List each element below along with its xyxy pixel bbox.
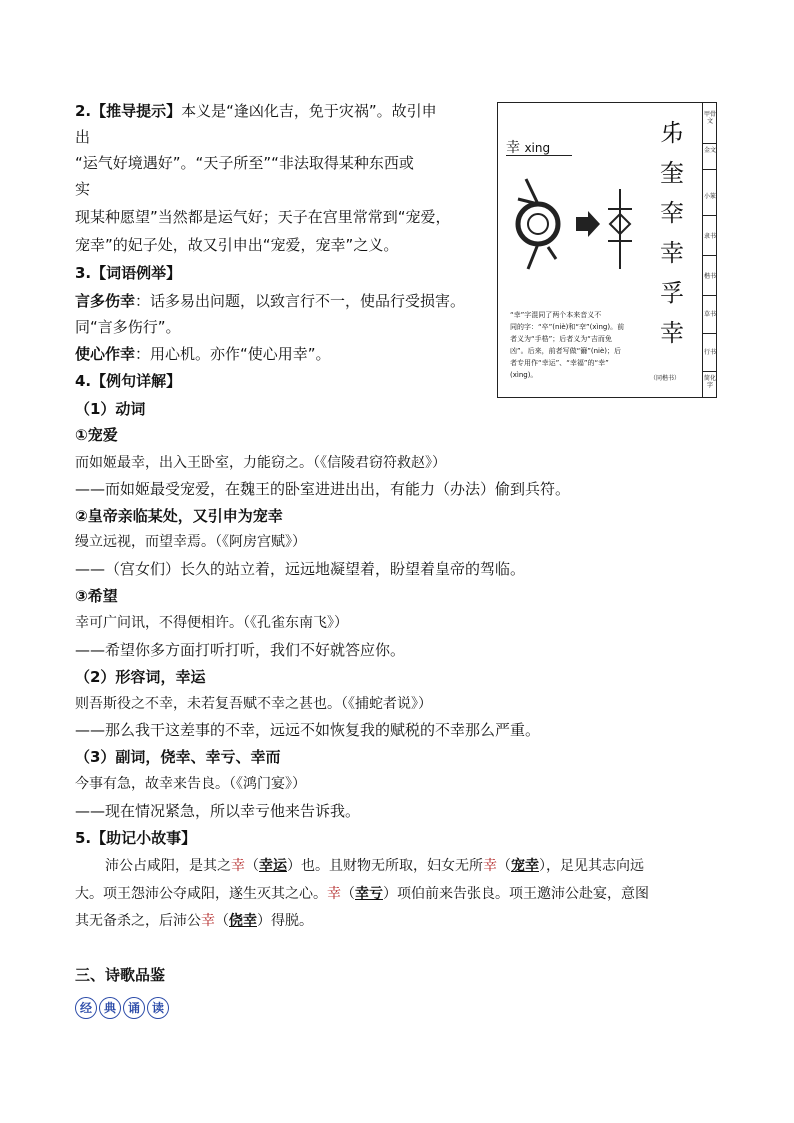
text-line: 出 <box>75 128 91 146</box>
classical-sentence: 缦立远视，而望幸焉。（《阿房宫赋》） <box>75 534 306 550</box>
text-line: 实 <box>75 180 91 198</box>
figure-explanation: “幸”字混同了两个本来音义不 同的字：“卒”(niè)和“㚔”(xìng)。前 者义为“手梏”；后者义为“吉而免 凶”。后来，前者写做“籋”(niè)；后 者专用作“幸运”、“幸福”的“幸” (xìng)。 <box>510 311 625 379</box>
ancient-glyph-illustration <box>508 169 638 279</box>
badge-char: 经 <box>75 997 97 1019</box>
translation: ——希望你多方面打听打听，我们不好就答应你。 <box>75 641 406 659</box>
subheading: ③希望 <box>75 587 118 605</box>
hint-label: 2.【推导提示】 <box>75 102 182 120</box>
arrow-icon <box>576 211 600 237</box>
figure-title: 幸 xing <box>506 140 551 156</box>
badge-char: 读 <box>147 997 169 1019</box>
glyph-column: 𠂔 奎 㚔 幸 孚 幸 <box>660 119 684 347</box>
text-line <box>75 102 437 120</box>
figure-footnote: （同楷书） <box>650 375 681 382</box>
classical-sentence: 今事有急，故幸来告良。（《鸿门宴》） <box>75 776 306 792</box>
script-label-column: 甲骨文 金文 小篆 隶书 楷书 草书 行书 简化字 <box>702 103 717 397</box>
subheading: （3）副词，侥幸、幸亏、幸而 <box>75 748 281 766</box>
etymology-figure <box>497 102 717 398</box>
badge-char: 诵 <box>123 997 145 1019</box>
translation: ——而如姬最受宠爱，在魏王的卧室进进出出，有能力（办法）偷到兵符。 <box>75 480 571 498</box>
section-heading: 三、诗歌品鉴 <box>75 966 166 984</box>
translation: ——那么我干这差事的不幸，远远不如恢复我的赋税的不幸那么严重。 <box>75 721 541 739</box>
section-heading: 3.【词语例举】 <box>75 264 182 282</box>
classical-sentence: 则吾斯役之不幸，未若复吾赋不幸之甚也。（《捕蛇者说》） <box>75 696 432 712</box>
badge-char: 典 <box>99 997 121 1019</box>
section-heading: 5.【助记小故事】 <box>75 829 197 847</box>
story-line: 大。项王怨沛公夺咸阳，遂生灭其之心。幸（幸亏）项伯前来告张良。项王邀沛公赴宴，意图 <box>75 886 649 902</box>
classical-sentence: 幸可广问讯，不得便相许。（《孔雀东南飞》） <box>75 615 348 631</box>
definition: ：话多易出问题，以致言行不一，使品行受损害。 <box>135 292 466 310</box>
text-line: 现某种愿望”当然都是运气好；天子在宫里常常到“宠爱， <box>75 208 451 226</box>
term: 言多伤幸 <box>75 292 136 310</box>
text-line: 宠幸”的妃子处，故又引申出“宠爱，宠幸”之义。 <box>75 236 399 254</box>
text-line: 同“言多伤行”。 <box>75 318 181 336</box>
term: 使心作幸 <box>75 345 136 363</box>
text-line: “运气好境遇好”。“天子所至”“非法取得某种东西或 <box>75 154 414 172</box>
text-line <box>75 292 465 310</box>
translation: ——现在情况紧急，所以幸亏他来告诉我。 <box>75 802 361 820</box>
translation: ——（宫女们）长久的站立着，远远地凝望着，盼望着皇帝的驾临。 <box>75 560 526 578</box>
story-line: 其无备杀之，后沛公幸（侥幸）得脱。 <box>75 913 313 929</box>
text: 本义是“逢凶化吉，免于灾祸”。故引申 <box>181 102 437 120</box>
classic-reading-badge <box>75 997 171 1019</box>
story-line: 沛公占咸阳，是其之幸（幸运）也。且财物无所取，妇女无所幸（宠幸），足见其志向远 <box>105 858 644 874</box>
definition: ：用心机。亦作“使心用幸”。 <box>135 345 331 363</box>
text-line <box>75 345 331 363</box>
subheading: ①宠爱 <box>75 426 118 444</box>
section-heading: 4.【例句详解】 <box>75 372 182 390</box>
title-underline <box>506 155 572 156</box>
subheading: （2）形容词，幸运 <box>75 668 206 686</box>
classical-sentence: 而如姬最幸，出入王卧室，力能窃之。（《信陵君窃符救赵》） <box>75 455 446 471</box>
subheading: ②皇帝亲临某处，又引申为宠幸 <box>75 507 283 525</box>
subheading: （1）动词 <box>75 400 146 418</box>
